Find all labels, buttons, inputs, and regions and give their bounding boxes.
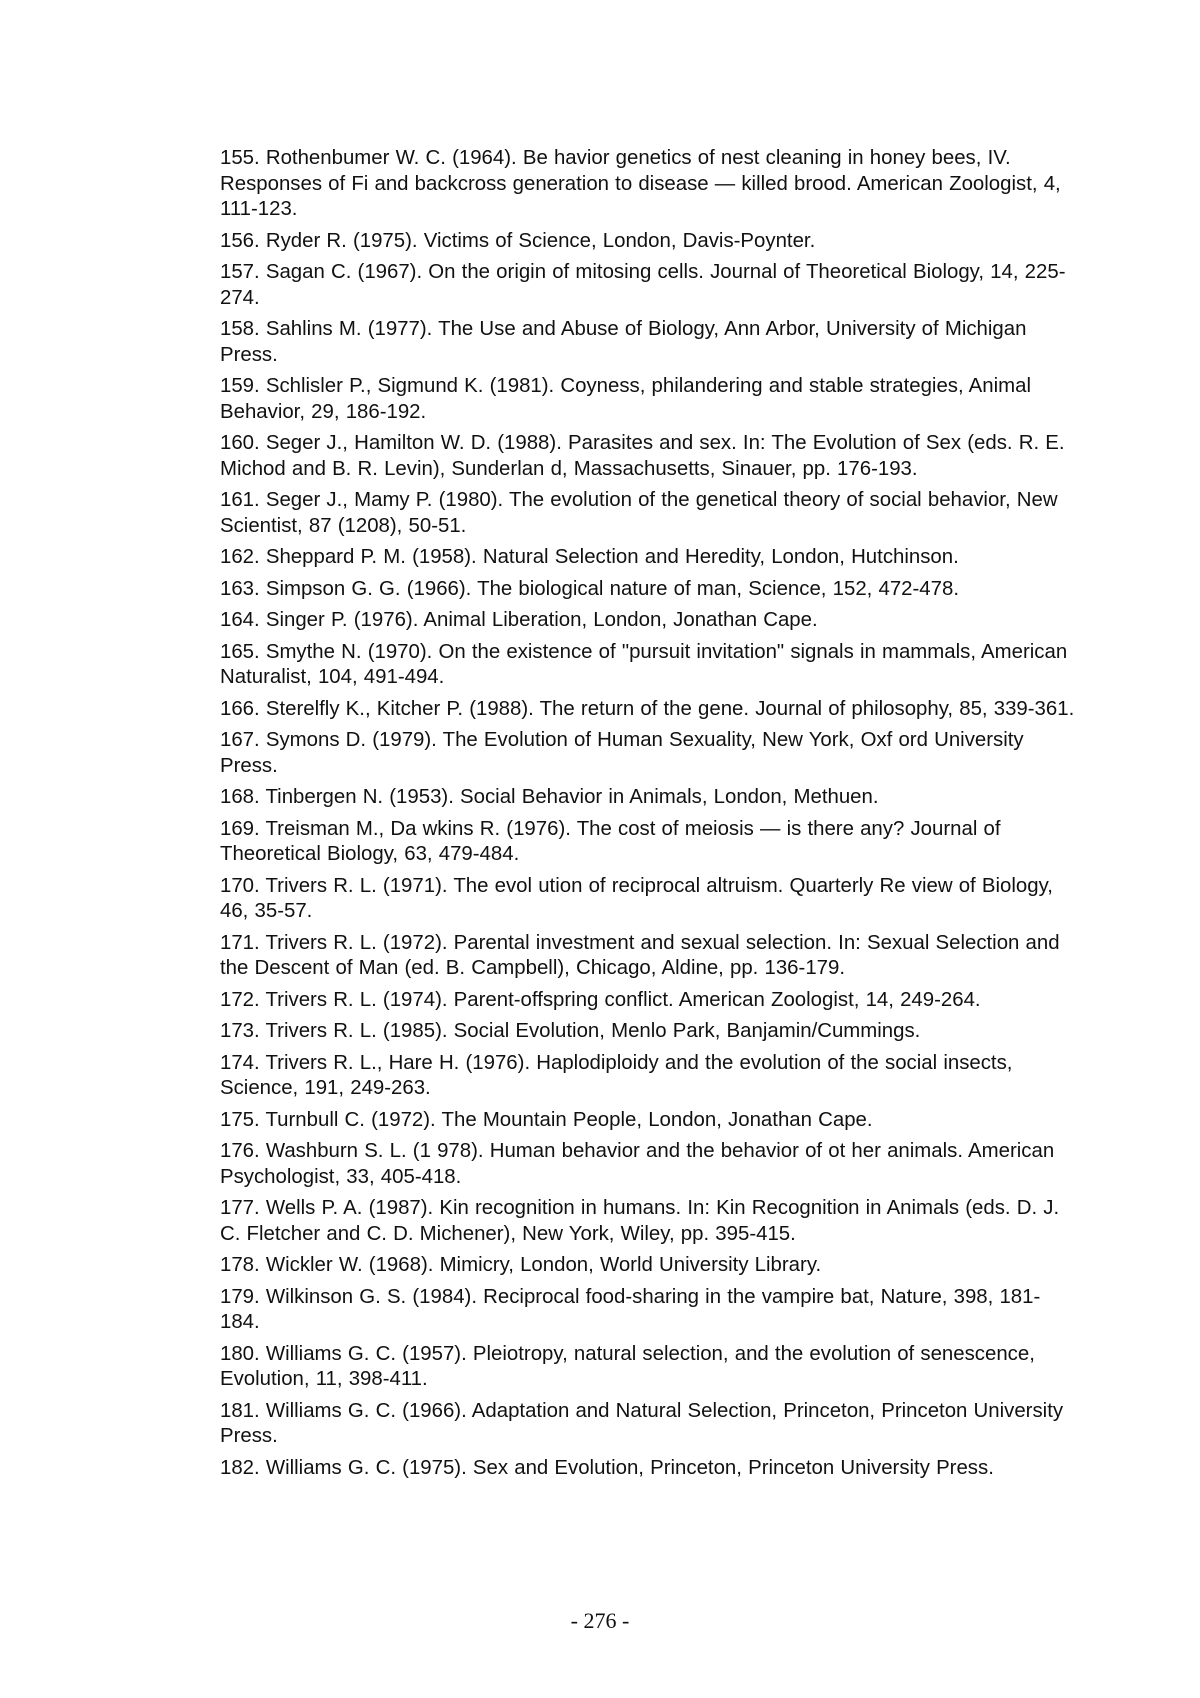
reference-item: 162. Sheppard P. M. (1958). Natural Selection and Heredity, London, Hutchinson. bbox=[220, 546, 959, 568]
reference-item: 157. Sagan C. (1967). On the origin of mitosing cells. Journal of Theoretical Biology, 14, 225-274. bbox=[220, 261, 1066, 309]
reference-item: 177. Wells P. A. (1987). Kin recognition in humans. In: Kin Recognition in Animals (eds. D. J. C. Fletcher and C. D. Michener), New York, Wiley, pp. 395-415. bbox=[220, 1197, 1060, 1245]
reference-item: 168. Tinbergen N. (1953). Social Behavior in Animals, London, Methuen. bbox=[220, 786, 879, 808]
reference-item: 167. Symons D. (1979). The Evolution of Human Sexuality, New York, Oxf ord University Press. bbox=[220, 729, 1024, 777]
page-number: - 276 - bbox=[570, 1608, 630, 1633]
reference-item: 178. Wickler W. (1968). Mimicry, London, World University Library. bbox=[220, 1254, 822, 1276]
reference-item: 171. Trivers R. L. (1972). Parental investment and sexual selection. In: Sexual Selection and the Descent of Man (ed. B. Campbell), Chicago, Aldine, pp. 136-179. bbox=[220, 931, 1060, 979]
reference-list bbox=[220, 146, 1075, 1487]
reference-item: 172. Trivers R. L. (1974). Parent-offspring conflict. American Zoologist, 14, 249-264. bbox=[220, 988, 981, 1011]
reference-item: 159. Schlisler P., Sigmund K. (1981). Coyness, philandering and stable strategies, Animal Behavior, 29, 186-192. bbox=[220, 375, 1032, 423]
reference-item: 174. Trivers R. L., Hare H. (1976). Haplodiploidy and the evolution of the social insects, Science, 191, 249-263. bbox=[220, 1051, 1013, 1099]
reference-item: 158. Sahlins M. (1977). The Use and Abuse of Biology, Ann Arbor, University of Michigan Press. bbox=[220, 318, 1027, 366]
reference-item: 164. Singer P. (1976). Animal Liberation, London, Jonathan Cape. bbox=[220, 609, 818, 631]
reference-item: 165. Smythe N. (1970). On the existence of "pursuit invitation" signals in mammals, American Naturalist, 104, 491-494. bbox=[220, 640, 1068, 688]
reference-item: 163. Simpson G. G. (1966). The biological nature of man, Science, 152, 472-478. bbox=[220, 577, 959, 600]
reference-item: 161. Seger J., Mamy P. (1980). The evolution of the genetical theory of social behavior, New Scientist, 87 (1208), 50-51. bbox=[220, 489, 1058, 537]
reference-item: 160. Seger J., Hamilton W. D. (1988). Parasites and sex. In: The Evolution of Sex (eds. R. E. Michod and B. R. Levin), Sunderlan d, Massachusetts, Sinauer, pp. 176-193. bbox=[220, 432, 1065, 480]
reference-item: 166. Sterelfly K., Kitcher P. (1988). The return of the gene. Journal of philosophy, 85, 339-361. bbox=[220, 697, 1075, 720]
reference-item: 179. Wilkinson G. S. (1984). Reciprocal food-sharing in the vampire bat, Nature, 398, 181-184. bbox=[220, 1285, 1041, 1333]
reference-item: 175. Turnbull C. (1972). The Mountain People, London, Jonathan Cape. bbox=[220, 1108, 873, 1131]
reference-item: 156. Ryder R. (1975). Victims of Science, London, Davis-Poynter. bbox=[220, 229, 816, 252]
reference-item: 181. Williams G. C. (1966). Adaptation and Natural Selection, Princeton, Princeton University Press. bbox=[220, 1399, 1064, 1447]
reference-item: 182. Williams G. C. (1975). Sex and Evolution, Princeton, Princeton University Press. bbox=[220, 1456, 994, 1479]
reference-item: 169. Treisman M., Da wkins R. (1976). The cost of meiosis — is there any? Journal of Theoretical Biology, 63, 479-484. bbox=[220, 817, 1001, 865]
reference-item: 173. Trivers R. L. (1985). Social Evolution, Menlo Park, Banjamin/Cummings. bbox=[220, 1020, 921, 1042]
reference-item: 176. Washburn S. L. (1 978). Human behavior and the behavior of ot her animals. American Psychologist, 33, 405-418. bbox=[220, 1140, 1055, 1188]
reference-item: 180. Williams G. C. (1957). Pleiotropy, natural selection, and the evolution of senescence, Evolution, 11, 398-411. bbox=[220, 1342, 1035, 1390]
reference-item: 155. Rothenbumer W. C. (1964). Be havior genetics of nest cleaning in honey bees, IV. Responses of Fi and backcross generation to disease — killed brood. American Zoologist, 4, 111-123. bbox=[220, 147, 1061, 220]
reference-item: 170. Trivers R. L. (1971). The evol ution of reciprocal altruism. Quarterly Re view of Biology, 46, 35-57. bbox=[220, 874, 1053, 922]
